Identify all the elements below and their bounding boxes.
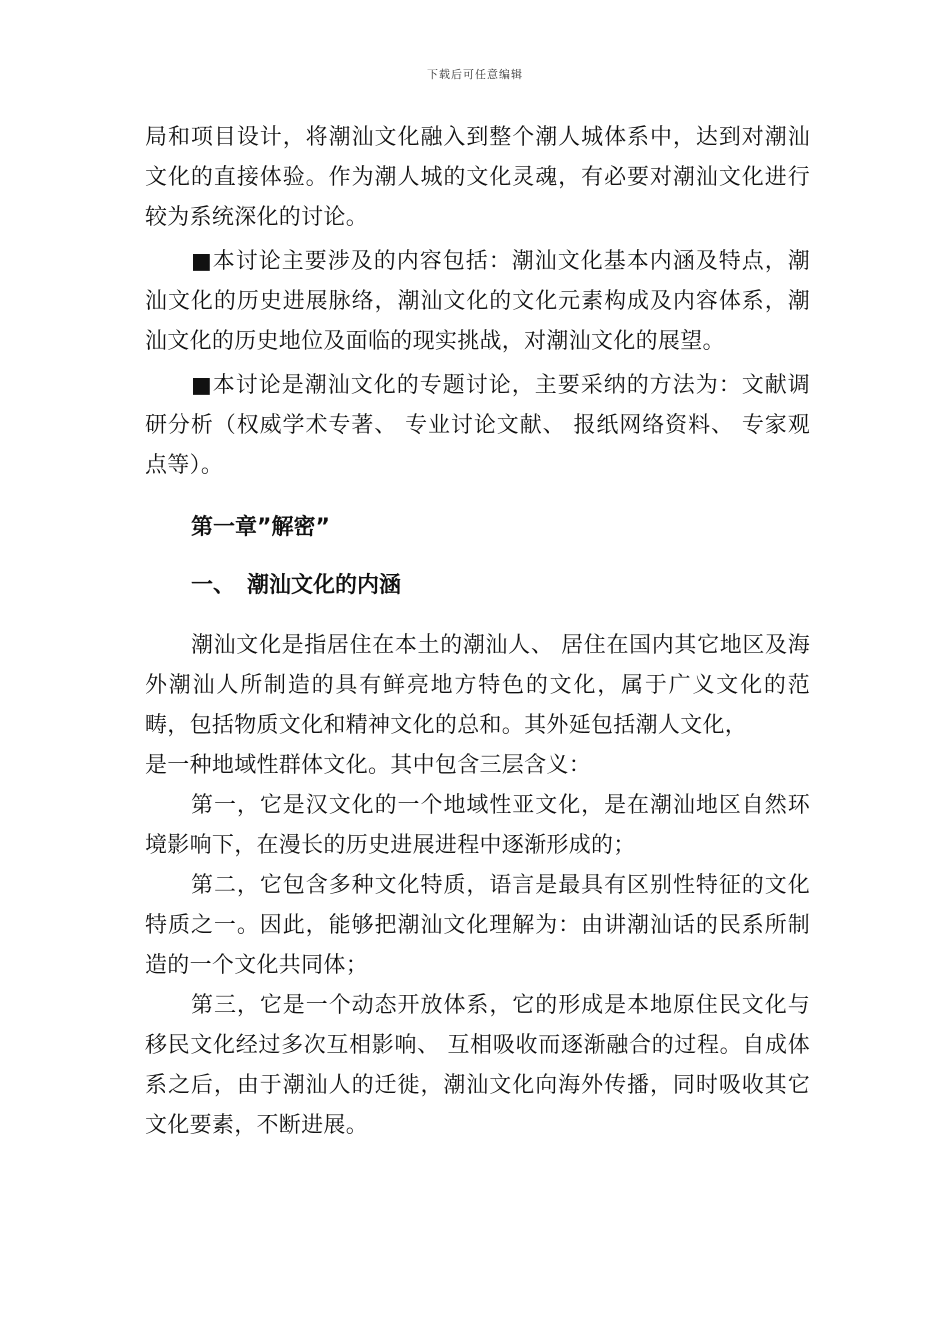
- paragraph-meaning-two: 第二，它包含多种文化特质，语言是最具有区别性特征的文化特质之一。因此，能够把潮汕文化理解为：由讲潮汕话的民系所制造的一个文化共同体；: [145, 873, 810, 978]
- section-heading: [145, 566, 810, 606]
- page-header-note: 下载后可任意编辑: [427, 68, 523, 81]
- section-number: 一、: [191, 573, 236, 598]
- paragraph-definition-end: 是一种地域性群体文化。其中包含三层含义：: [145, 753, 592, 778]
- paragraph-meaning-three: 第三，它是一个动态开放体系，它的形成是本地原住民文化与移民文化经过多次互相影响、 互相吸收而逐渐融合的过程。自成体系之后，由于潮汕人的迁徙，潮汕文化向海外传播，同时吸收其它文化要素，不断进展。: [145, 993, 810, 1138]
- section-title: 潮汕文化的内涵: [247, 573, 402, 598]
- paragraph-meaning-one: 第一，它是汉文化的一个地域性亚文化，是在潮汕地区自然环境影响下，在漫长的历史进展进程中逐渐形成的；: [145, 793, 810, 858]
- paragraph-method: ■本讨论是潮汕文化的专题讨论，主要采纳的方法为：文献调研分析（权威学术专著、 专业讨论文献、 报纸网络资料、 专家观点等）。: [145, 373, 811, 478]
- paragraph-definition: 潮汕文化是指居住在本土的潮汕人、 居住在国内其它地区及海外潮汕人所制造的具有鲜亮地方特色的文化，属于广义文化的范畴，包括物质文化和精神文化的总和。其外延包括潮人文化，: [145, 633, 810, 738]
- paragraph-intro-continuation: 局和项目设计，将潮汕文化融入到整个潮人城体系中，达到对潮汕文化的直接体验。作为潮人城的文化灵魂，有必要对潮汕文化进行较为系统深化的讨论。: [145, 125, 810, 230]
- document-body: [145, 118, 810, 1146]
- chapter-title: 第一章”解密”: [191, 515, 330, 540]
- paragraph-scope: ■本讨论主要涉及的内容包括：潮汕文化基本内涵及特点，潮汕文化的历史进展脉络，潮汕文化的文化元素构成及内容体系，潮汕文化的历史地位及面临的现实挑战，对潮汕文化的展望。: [145, 249, 810, 354]
